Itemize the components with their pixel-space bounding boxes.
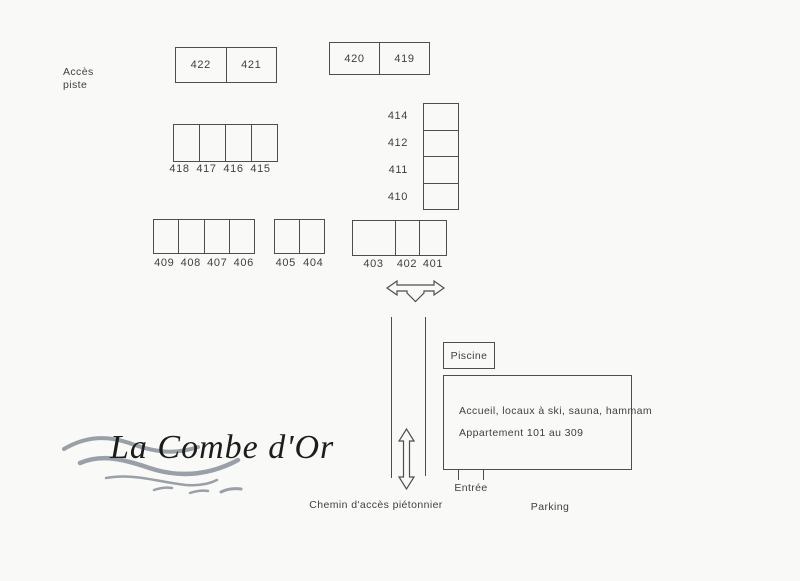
building-block-414-410 bbox=[423, 103, 459, 210]
unit-label-420: 420 bbox=[344, 52, 365, 65]
labels-403-401 bbox=[352, 258, 447, 270]
unit-label-421: 421 bbox=[241, 59, 262, 71]
unit-label-415: 415 bbox=[250, 163, 271, 175]
unit-label-411: 411 bbox=[388, 163, 408, 176]
building-block-403-401 bbox=[352, 220, 447, 256]
unit-cell-414 bbox=[424, 104, 458, 131]
unit-label-422: 422 bbox=[190, 59, 211, 71]
main-building-line1: Accueil, locaux à ski, sauna, hammam bbox=[459, 405, 652, 417]
unit-cell-412 bbox=[424, 131, 458, 158]
unit-cell-422 bbox=[176, 48, 227, 82]
unit-label-401: 401 bbox=[422, 258, 444, 270]
unit-label-405: 405 bbox=[275, 257, 296, 269]
parking-label: Parking bbox=[530, 501, 570, 513]
main-building-line2: Appartement 101 au 309 bbox=[459, 427, 584, 439]
unit-cell-407 bbox=[205, 220, 230, 253]
unit-label-416: 416 bbox=[223, 163, 244, 175]
unit-label-407: 407 bbox=[207, 257, 228, 269]
unit-cell-409 bbox=[154, 220, 179, 253]
acces-piste-line2: piste bbox=[63, 79, 88, 91]
unit-cell-417 bbox=[200, 125, 226, 161]
entree-label: Entrée bbox=[454, 482, 488, 494]
unit-cell-403 bbox=[353, 221, 396, 255]
building-block-420-419 bbox=[329, 42, 430, 75]
labels-414-410 bbox=[378, 103, 408, 210]
piscine-box bbox=[443, 342, 495, 369]
path-line-right bbox=[425, 317, 426, 476]
unit-label-406: 406 bbox=[233, 257, 254, 269]
unit-label-402: 402 bbox=[396, 258, 418, 270]
unit-cell-408 bbox=[179, 220, 204, 253]
unit-cell-401 bbox=[420, 221, 446, 255]
labels-405-404 bbox=[272, 257, 327, 269]
unit-cell-415 bbox=[252, 125, 277, 161]
unit-cell-416 bbox=[226, 125, 252, 161]
building-block-409-406 bbox=[153, 219, 255, 254]
path-line-left bbox=[391, 317, 392, 478]
unit-label-410: 410 bbox=[387, 190, 408, 203]
unit-label-404: 404 bbox=[303, 257, 324, 269]
unit-cell-410 bbox=[424, 184, 458, 210]
chemin-acces-pietonnier-label: Chemin d'accès piétonnier bbox=[309, 499, 443, 511]
labels-409-406 bbox=[151, 257, 257, 269]
labels-418-415 bbox=[166, 163, 274, 175]
entree-tick-right bbox=[483, 470, 484, 480]
unit-label-403: 403 bbox=[363, 258, 384, 270]
acces-piste-label bbox=[63, 66, 94, 92]
unit-cell-405 bbox=[275, 220, 300, 253]
building-block-405-404 bbox=[274, 219, 325, 254]
building-block-418-415 bbox=[173, 124, 278, 162]
unit-label-414: 414 bbox=[387, 110, 408, 123]
acces-piste-line1: Accès bbox=[63, 66, 94, 78]
unit-label-418: 418 bbox=[169, 163, 190, 175]
unit-label-409: 409 bbox=[154, 257, 175, 269]
piscine-label: Piscine bbox=[450, 349, 488, 362]
main-building-box bbox=[443, 375, 652, 470]
unit-cell-419 bbox=[380, 43, 429, 74]
unit-cell-402 bbox=[396, 221, 420, 255]
unit-cell-411 bbox=[424, 157, 458, 184]
horizontal-3way-arrow-icon bbox=[386, 280, 445, 303]
logo-la-combe-dor: La Combe d'Or bbox=[110, 429, 335, 466]
building-block-422-421 bbox=[175, 47, 277, 83]
unit-cell-418 bbox=[174, 125, 200, 161]
vertical-double-arrow-icon bbox=[398, 428, 415, 490]
unit-label-408: 408 bbox=[180, 257, 201, 269]
unit-cell-420 bbox=[330, 43, 380, 74]
unit-label-412: 412 bbox=[387, 137, 408, 150]
unit-cell-404 bbox=[300, 220, 324, 253]
unit-label-419: 419 bbox=[394, 52, 415, 65]
piscine-cell bbox=[444, 343, 494, 368]
unit-cell-421 bbox=[227, 48, 277, 82]
unit-label-417: 417 bbox=[196, 163, 217, 175]
unit-cell-406 bbox=[230, 220, 254, 253]
entree-tick-left bbox=[458, 470, 459, 480]
